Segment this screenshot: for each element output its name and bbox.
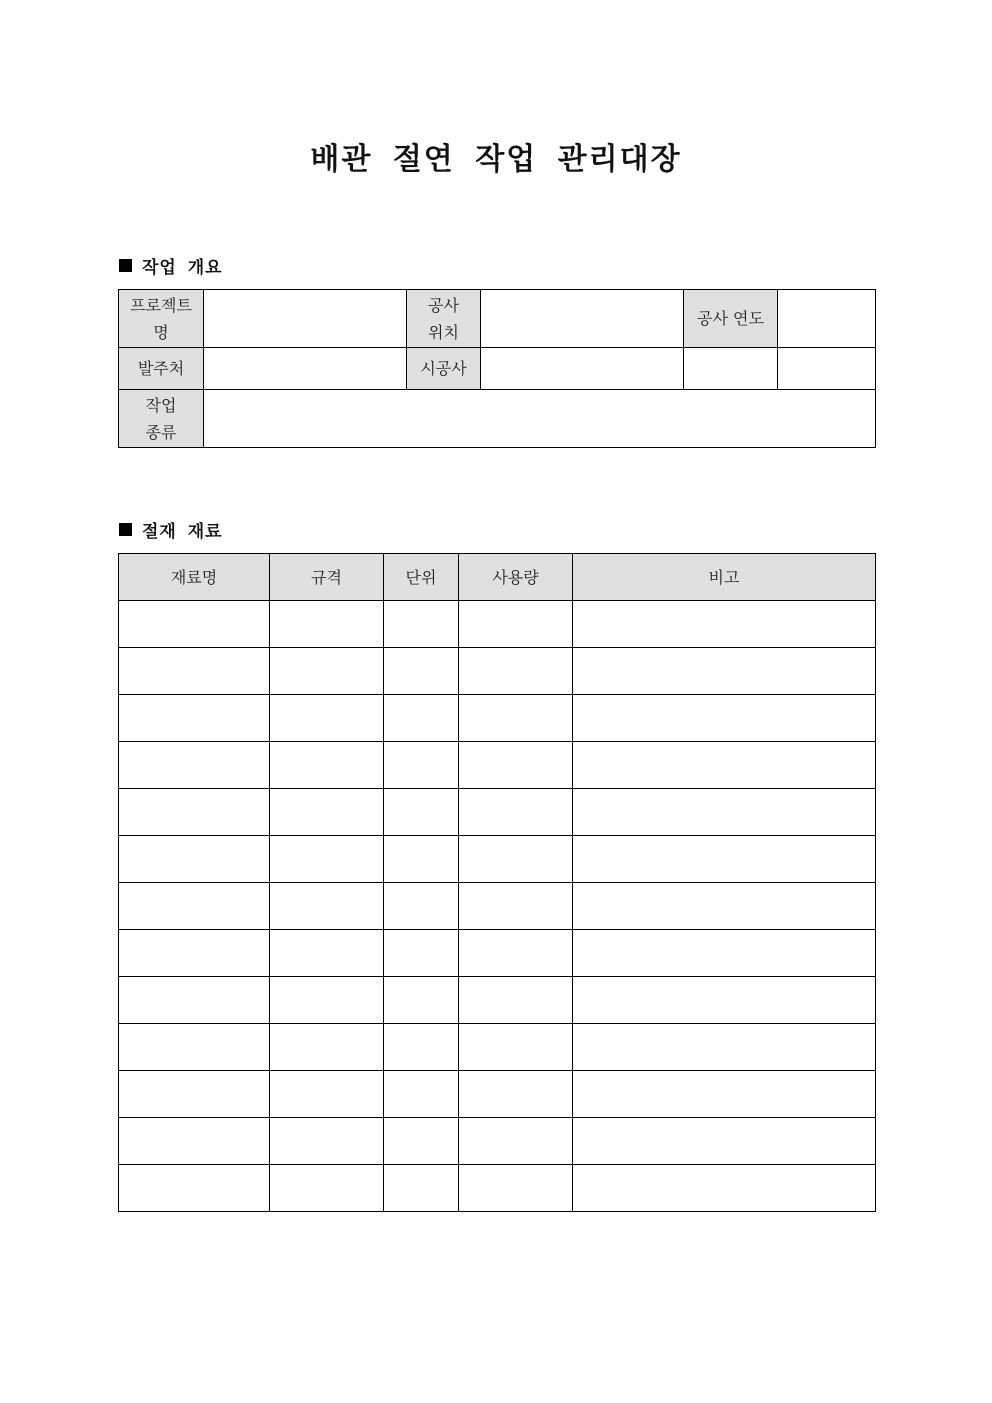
table-row	[119, 601, 876, 648]
remarks-cell[interactable]	[573, 648, 876, 695]
table-row	[119, 836, 876, 883]
unit-cell[interactable]	[384, 930, 459, 977]
quantity-cell[interactable]	[459, 601, 573, 648]
remarks-cell[interactable]	[573, 1165, 876, 1212]
unit-cell[interactable]	[384, 695, 459, 742]
material-name-cell[interactable]	[119, 930, 270, 977]
material-name-cell[interactable]	[119, 883, 270, 930]
specification-cell[interactable]	[270, 648, 384, 695]
label-contractor: 시공사	[407, 348, 481, 390]
quantity-cell[interactable]	[459, 930, 573, 977]
material-name-cell[interactable]	[119, 977, 270, 1024]
column-header-material-name: 재료명	[119, 554, 270, 601]
specification-cell[interactable]	[270, 836, 384, 883]
square-bullet-icon	[119, 259, 132, 272]
material-name-cell[interactable]	[119, 836, 270, 883]
quantity-cell[interactable]	[459, 695, 573, 742]
quantity-cell[interactable]	[459, 742, 573, 789]
remarks-cell[interactable]	[573, 1024, 876, 1071]
material-name-cell[interactable]	[119, 1165, 270, 1212]
field-site-location[interactable]	[481, 290, 684, 348]
unit-cell[interactable]	[384, 977, 459, 1024]
remarks-cell[interactable]	[573, 695, 876, 742]
quantity-cell[interactable]	[459, 1071, 573, 1118]
field-client[interactable]	[204, 348, 407, 390]
section-heading-materials	[119, 517, 223, 542]
column-header-specification: 규격	[270, 554, 384, 601]
field-extra-2[interactable]	[778, 348, 876, 390]
unit-cell[interactable]	[384, 1024, 459, 1071]
quantity-cell[interactable]	[459, 883, 573, 930]
column-header-quantity: 사용량	[459, 554, 573, 601]
specification-cell[interactable]	[270, 1024, 384, 1071]
quantity-cell[interactable]	[459, 789, 573, 836]
column-header-unit: 단위	[384, 554, 459, 601]
table-row	[119, 1071, 876, 1118]
specification-cell[interactable]	[270, 742, 384, 789]
material-name-cell[interactable]	[119, 1024, 270, 1071]
specification-cell[interactable]	[270, 977, 384, 1024]
specification-cell[interactable]	[270, 883, 384, 930]
quantity-cell[interactable]	[459, 977, 573, 1024]
square-bullet-icon	[119, 523, 132, 536]
material-name-cell[interactable]	[119, 695, 270, 742]
table-row	[119, 930, 876, 977]
specification-cell[interactable]	[270, 601, 384, 648]
remarks-cell[interactable]	[573, 930, 876, 977]
specification-cell[interactable]	[270, 695, 384, 742]
materials-table	[118, 553, 876, 1212]
quantity-cell[interactable]	[459, 1118, 573, 1165]
table-row	[119, 789, 876, 836]
remarks-cell[interactable]	[573, 742, 876, 789]
remarks-cell[interactable]	[573, 1071, 876, 1118]
unit-cell[interactable]	[384, 1118, 459, 1165]
document-title: 배관 절연 작업 관리대장	[310, 142, 682, 177]
field-extra-1[interactable]	[684, 348, 778, 390]
label-construction-year: 공사 연도	[684, 290, 778, 348]
quantity-cell[interactable]	[459, 648, 573, 695]
materials-heading-text: 절재 재료	[142, 522, 223, 542]
field-work-type[interactable]	[204, 390, 876, 448]
overview-heading-text: 작업 개요	[142, 258, 223, 278]
label-client: 발주처	[119, 348, 204, 390]
unit-cell[interactable]	[384, 883, 459, 930]
material-name-cell[interactable]	[119, 648, 270, 695]
table-row	[119, 1165, 876, 1212]
label-site-location: 공사 위치	[407, 290, 481, 348]
specification-cell[interactable]	[270, 1071, 384, 1118]
field-construction-year[interactable]	[778, 290, 876, 348]
column-header-remarks: 비고	[573, 554, 876, 601]
table-row	[119, 977, 876, 1024]
table-row	[119, 1024, 876, 1071]
specification-cell[interactable]	[270, 1165, 384, 1212]
remarks-cell[interactable]	[573, 789, 876, 836]
table-row	[119, 742, 876, 789]
material-name-cell[interactable]	[119, 742, 270, 789]
unit-cell[interactable]	[384, 1071, 459, 1118]
overview-table	[118, 289, 876, 448]
label-project-name: 프로젝트 명	[119, 290, 204, 348]
unit-cell[interactable]	[384, 789, 459, 836]
table-row	[119, 1118, 876, 1165]
unit-cell[interactable]	[384, 1165, 459, 1212]
remarks-cell[interactable]	[573, 836, 876, 883]
material-name-cell[interactable]	[119, 789, 270, 836]
specification-cell[interactable]	[270, 1118, 384, 1165]
table-row	[119, 695, 876, 742]
field-contractor[interactable]	[481, 348, 684, 390]
table-row	[119, 883, 876, 930]
remarks-cell[interactable]	[573, 883, 876, 930]
material-name-cell[interactable]	[119, 1118, 270, 1165]
quantity-cell[interactable]	[459, 1165, 573, 1212]
unit-cell[interactable]	[384, 648, 459, 695]
remarks-cell[interactable]	[573, 601, 876, 648]
remarks-cell[interactable]	[573, 977, 876, 1024]
specification-cell[interactable]	[270, 789, 384, 836]
quantity-cell[interactable]	[459, 836, 573, 883]
unit-cell[interactable]	[384, 836, 459, 883]
material-name-cell[interactable]	[119, 601, 270, 648]
quantity-cell[interactable]	[459, 1024, 573, 1071]
unit-cell[interactable]	[384, 742, 459, 789]
unit-cell[interactable]	[384, 601, 459, 648]
specification-cell[interactable]	[270, 930, 384, 977]
label-work-type: 작업 종류	[119, 390, 204, 448]
field-project-name[interactable]	[204, 290, 407, 348]
remarks-cell[interactable]	[573, 1118, 876, 1165]
material-name-cell[interactable]	[119, 1071, 270, 1118]
table-row	[119, 648, 876, 695]
section-heading-overview	[119, 253, 223, 278]
